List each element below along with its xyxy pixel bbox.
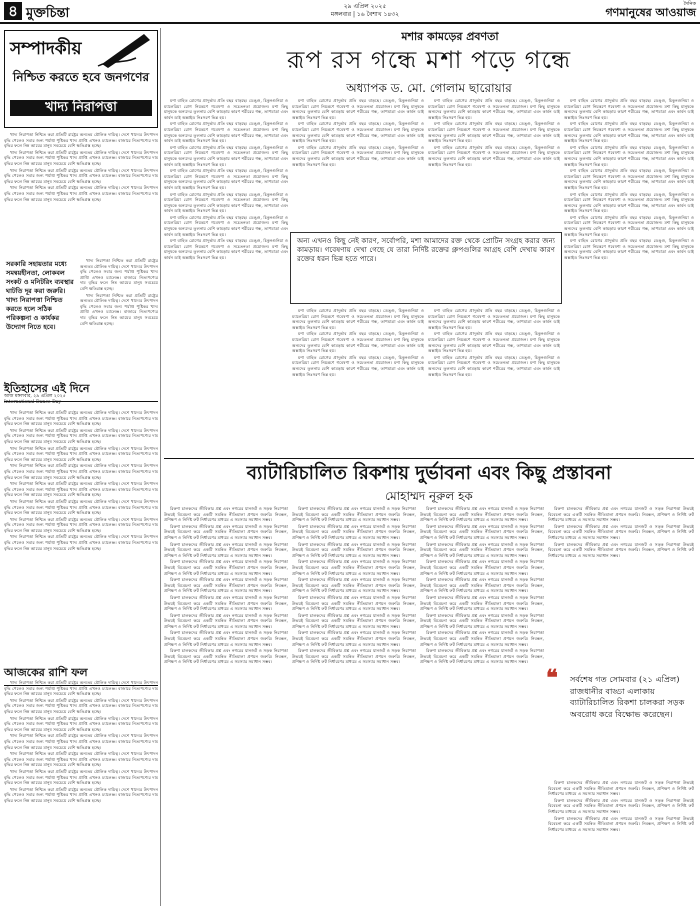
page-number: ৪: [4, 2, 22, 20]
second-story-paragraph: রিকশা চালকদের জীবিকার প্রশ্ন এবং নগরের যানজট ও সড়ক নিরাপত্তা উভয়ই বিবেচনা করে একটি সমন্বিত নীতিমালা প্রণয়ন জরুরি। নিবন্ধন, প্রশিক্ষণ ও নির্দিষ্ট রুট নির্ধারণের মাধ্যমে এ সমস্যার সমাধান সম্ভব।: [548, 523, 694, 540]
main-story-col-1: [164, 98, 288, 454]
history-heading: ইতিহাসের এই দিনে: [4, 380, 158, 402]
main-story-col-2: [292, 98, 424, 228]
second-story-col-1: [164, 506, 288, 906]
main-story-paragraph: মশা বাহিত রোগের প্রাদুর্ভাব প্রতি বছর বাড়ছে। ডেঙ্গু, চিকুনগুনিয়া ও ম্যালেরিয়া রোগ নিয়ন্ত্রণে গবেষণা ও সচেতনতা প্রয়োজন। মশা কিছু মানুষকে অন্যদের তুলনায় বেশি কামড়ায় কারণ শরীরের গন্ধ, তাপমাত্রা এবং কার্বন ডাই অক্সাইড নিঃসরণ ভিন্ন হয়।: [164, 214, 288, 237]
second-story-paragraph: রিকশা চালকদের জীবিকার প্রশ্ন এবং নগরের যানজট ও সড়ক নিরাপত্তা উভয়ই বিবেচনা করে একটি সমন্বিত নীতিমালা প্রণয়ন জরুরি। নিবন্ধন, প্রশিক্ষণ ও নির্দিষ্ট রুট নির্ধারণের মাধ্যমে এ সমস্যার সমাধান সম্ভব।: [548, 815, 694, 832]
main-story-pull-quote: অন্য এখনও কিছু নেই কারণ, সর্বোপরি, মশা আমাদের রক্ত থেকে প্রোটিন সংগ্রহ করার জন্য কামড়ায়। গবেষণায় দেখা গেছে যে তারা নির্দিষ্ট রক্তের গ্রুপগুলির আগ্রহ বেশি দেখায় কারণ রক্তের ধরন ভিন্ন হতে পারে।: [290, 232, 562, 304]
main-story-paragraph: মশা বাহিত রোগের প্রাদুর্ভাব প্রতি বছর বাড়ছে। ডেঙ্গু, চিকুনগুনিয়া ও ম্যালেরিয়া রোগ নিয়ন্ত্রণে গবেষণা ও সচেতনতা প্রয়োজন। মশা কিছু মানুষকে অন্যদের তুলনায় বেশি কামড়ায় কারণ শরীরের গন্ধ, তাপমাত্রা এবং কার্বন ডাই অক্সাইড নিঃসরণ ভিন্ন হয়।: [428, 98, 560, 120]
second-story-paragraph: রিকশা চালকদের জীবিকার প্রশ্ন এবং নগরের যানজট ও সড়ক নিরাপত্তা উভয়ই বিবেচনা করে একটি সমন্বিত নীতিমালা প্রণয়ন জরুরি। নিবন্ধন, প্রশিক্ষণ ও নির্দিষ্ট রুট নির্ধারণের মাধ্যমে এ সমস্যার সমাধান সম্ভব।: [292, 577, 416, 594]
second-story-paragraph: রিকশা চালকদের জীবিকার প্রশ্ন এবং নগরের যানজট ও সড়ক নিরাপত্তা উভয়ই বিবেচনা করে একটি সমন্বিত নীতিমালা প্রণয়ন জরুরি। নিবন্ধন, প্রশিক্ষণ ও নির্দিষ্ট রুট নির্ধারণের মাধ্যমে এ সমস্যার সমাধান সম্ভব।: [292, 648, 416, 665]
history-entry: খাদ্য নিরাপত্তা নিশ্চিত করা প্রতিটি রাষ্ট্রের অন্যতম মৌলিক দায়িত্ব। দেশে খাদ্যের উৎপাদন বৃদ্ধি পেলেও সবার জন্য পর্যাপ্ত পুষ্টিকর খাদ্য প্রাপ্তি এখনও চ্যালেঞ্জ। বাজারে নিত্যপণ্যের দাম বৃদ্ধির ফলে নিম্ন আয়ের মানুষ সবচেয়ে বেশি ক্ষতিগ্রস্ত হচ্ছে।: [4, 427, 158, 444]
main-story-paragraph: মশা বাহিত রোগের প্রাদুর্ভাব প্রতি বছর বাড়ছে। ডেঙ্গু, চিকুনগুনিয়া ও ম্যালেরিয়া রোগ নিয়ন্ত্রণে গবেষণা ও সচেতনতা প্রয়োজন। মশা কিছু মানুষকে অন্যদের তুলনায় বেশি কামড়ায় কারণ শরীরের গন্ধ, তাপমাত্রা এবং কার্বন ডাই অক্সাইড নিঃসরণ ভিন্ন হয়।: [164, 168, 288, 190]
main-story-kicker: মশার কামড়ের প্রবণতা: [401, 30, 499, 43]
main-story-paragraph: মশা বাহিত রোগের প্রাদুর্ভাব প্রতি বছর বাড়ছে। ডেঙ্গু, চিকুনগুনিয়া ও ম্যালেরিয়া রোগ নিয়ন্ত্রণে গবেষণা ও সচেতনতা প্রয়োজন। মশা কিছু মানুষকে অন্যদের তুলনায় বেশি কামড়ায় কারণ শরীরের গন্ধ, তাপমাত্রা এবং কার্বন ডাই অক্সাইড নিঃসরণ ভিন্ন হয়।: [564, 121, 694, 144]
history-entry: খাদ্য নিরাপত্তা নিশ্চিত করা প্রতিটি রাষ্ট্রের অন্যতম মৌলিক দায়িত্ব। দেশে খাদ্যের উৎপাদন বৃদ্ধি পেলেও সবার জন্য পর্যাপ্ত পুষ্টিকর খাদ্য প্রাপ্তি এখনও চ্যালেঞ্জ। বাজারে নিত্যপণ্যের দাম বৃদ্ধির ফলে নিম্ন আয়ের মানুষ সবচেয়ে বেশি ক্ষতিগ্রস্ত হচ্ছে।: [4, 463, 158, 480]
second-story-paragraph: রিকশা চালকদের জীবিকার প্রশ্ন এবং নগরের যানজট ও সড়ক নিরাপত্তা উভয়ই বিবেচনা করে একটি সমন্বিত নীতিমালা প্রণয়ন জরুরি। নিবন্ধন, প্রশিক্ষণ ও নির্দিষ্ট রুট নির্ধারণের মাধ্যমে এ সমস্যার সমাধান সম্ভব।: [164, 612, 288, 629]
date-line-1: ২৯ এপ্রিল ২০২৫: [343, 3, 387, 10]
horoscope-entry: খাদ্য নিরাপত্তা নিশ্চিত করা প্রতিটি রাষ্ট্রের অন্যতম মৌলিক দায়িত্ব। দেশে খাদ্যের উৎপাদন বৃদ্ধি পেলেও সবার জন্য পর্যাপ্ত পুষ্টিকর খাদ্য প্রাপ্তি এখনও চ্যালেঞ্জ। বাজারে নিত্যপণ্যের দাম বৃদ্ধির ফলে নিম্ন আয়ের মানুষ সবচেয়ে বেশি ক্ষতিগ্রস্ত হচ্ছে।: [4, 715, 158, 732]
second-story-paragraph: রিকশা চালকদের জীবিকার প্রশ্ন এবং নগরের যানজট ও সড়ক নিরাপত্তা উভয়ই বিবেচনা করে একটি সমন্বিত নীতিমালা প্রণয়ন জরুরি। নিবন্ধন, প্রশিক্ষণ ও নির্দিষ্ট রুট নির্ধারণের মাধ্যমে এ সমস্যার সমাধান সম্ভব।: [420, 648, 544, 665]
history-entry: খাদ্য নিরাপত্তা নিশ্চিত করা প্রতিটি রাষ্ট্রের অন্যতম মৌলিক দায়িত্ব। দেশে খাদ্যের উৎপাদন বৃদ্ধি পেলেও সবার জন্য পর্যাপ্ত পুষ্টিকর খাদ্য প্রাপ্তি এখনও চ্যালেঞ্জ। বাজারে নিত্যপণ্যের দাম বৃদ্ধির ফলে নিম্ন আয়ের মানুষ সবচেয়ে বেশি ক্ষতিগ্রস্ত হচ্ছে।: [4, 498, 158, 516]
editorial-paragraph: খাদ্য নিরাপত্তা নিশ্চিত করা প্রতিটি রাষ্ট্রের অন্যতম মৌলিক দায়িত্ব। দেশে খাদ্যের উৎপাদন বৃদ্ধি পেলেও সবার জন্য পর্যাপ্ত পুষ্টিকর খাদ্য প্রাপ্তি এখনও চ্যালেঞ্জ। বাজারে নিত্যপণ্যের দাম বৃদ্ধির ফলে নিম্ন আয়ের মানুষ সবচেয়ে বেশি ক্ষতিগ্রস্ত হচ্ছে।: [80, 258, 158, 291]
main-story-paragraph: মশা বাহিত রোগের প্রাদুর্ভাব প্রতি বছর বাড়ছে। ডেঙ্গু, চিকুনগুনিয়া ও ম্যালেরিয়া রোগ নিয়ন্ত্রণে গবেষণা ও সচেতনতা প্রয়োজন। মশা কিছু মানুষকে অন্যদের তুলনায় বেশি কামড়ায় কারণ শরীরের গন্ধ, তাপমাত্রা এবং কার্বন ডাই অক্সাইড নিঃসরণ ভিন্ন হয়।: [164, 98, 288, 120]
second-story-paragraph: রিকশা চালকদের জীবিকার প্রশ্ন এবং নগরের যানজট ও সড়ক নিরাপত্তা উভয়ই বিবেচনা করে একটি সমন্বিত নীতিমালা প্রণয়ন জরুরি। নিবন্ধন, প্রশিক্ষণ ও নির্দিষ্ট রুট নির্ধারণের মাধ্যমে এ সমস্যার সমাধান সম্ভব।: [548, 541, 694, 558]
history-subheading: [4, 394, 158, 406]
main-story-paragraph: মশা বাহিত রোগের প্রাদুর্ভাব প্রতি বছর বাড়ছে। ডেঙ্গু, চিকুনগুনিয়া ও ম্যালেরিয়া রোগ নিয়ন্ত্রণে গবেষণা ও সচেতনতা প্রয়োজন। মশা কিছু মানুষকে অন্যদের তুলনায় বেশি কামড়ায় কারণ শরীরের গন্ধ, তাপমাত্রা এবং কার্বন ডাই অক্সাইড নিঃসরণ ভিন্ন হয়।: [292, 331, 424, 354]
main-story-paragraph: মশা বাহিত রোগের প্রাদুর্ভাব প্রতি বছর বাড়ছে। ডেঙ্গু, চিকুনগুনিয়া ও ম্যালেরিয়া রোগ নিয়ন্ত্রণে গবেষণা ও সচেতনতা প্রয়োজন। মশা কিছু মানুষকে অন্যদের তুলনায় বেশি কামড়ায় কারণ শরীরের গন্ধ, তাপমাত্রা এবং কার্বন ডাই অক্সাইড নিঃসরণ ভিন্ন হয়।: [564, 238, 694, 261]
second-story-paragraph: রিকশা চালকদের জীবিকার প্রশ্ন এবং নগরের যানজট ও সড়ক নিরাপত্তা উভয়ই বিবেচনা করে একটি সমন্বিত নীতিমালা প্রণয়ন জরুরি। নিবন্ধন, প্রশিক্ষণ ও নির্দিষ্ট রুট নির্ধারণের মাধ্যমে এ সমস্যার সমাধান সম্ভব।: [292, 559, 416, 576]
second-story-paragraph: রিকশা চালকদের জীবিকার প্রশ্ন এবং নগরের যানজট ও সড়ক নিরাপত্তা উভয়ই বিবেচনা করে একটি সমন্বিত নীতিমালা প্রণয়ন জরুরি। নিবন্ধন, প্রশিক্ষণ ও নির্দিষ্ট রুট নির্ধারণের মাধ্যমে এ সমস্যার সমাধান সম্ভব।: [292, 506, 416, 523]
editorial-paragraph: খাদ্য নিরাপত্তা নিশ্চিত করা প্রতিটি রাষ্ট্রের অন্যতম মৌলিক দায়িত্ব। দেশে খাদ্যের উৎপাদন বৃদ্ধি পেলেও সবার জন্য পর্যাপ্ত পুষ্টিকর খাদ্য প্রাপ্তি এখনও চ্যালেঞ্জ। বাজারে নিত্যপণ্যের দাম বৃদ্ধির ফলে নিম্ন আয়ের মানুষ সবচেয়ে বেশি ক্ষতিগ্রস্ত হচ্ছে।: [80, 292, 158, 326]
second-story-paragraph: রিকশা চালকদের জীবিকার প্রশ্ন এবং নগরের যানজট ও সড়ক নিরাপত্তা উভয়ই বিবেচনা করে একটি সমন্বিত নীতিমালা প্রণয়ন জরুরি। নিবন্ধন, প্রশিক্ষণ ও নির্দিষ্ট রুট নির্ধারণের মাধ্যমে এ সমস্যার সমাধান সম্ভব।: [292, 523, 416, 540]
main-story-paragraph: মশা বাহিত রোগের প্রাদুর্ভাব প্রতি বছর বাড়ছে। ডেঙ্গু, চিকুনগুনিয়া ও ম্যালেরিয়া রোগ নিয়ন্ত্রণে গবেষণা ও সচেতনতা প্রয়োজন। মশা কিছু মানুষকে অন্যদের তুলনায় বেশি কামড়ায় কারণ শরীরের গন্ধ, তাপমাত্রা এবং কার্বন ডাই অক্সাইড নিঃসরণ ভিন্ন হয়।: [564, 98, 694, 120]
horoscope-entry: খাদ্য নিরাপত্তা নিশ্চিত করা প্রতিটি রাষ্ট্রের অন্যতম মৌলিক দায়িত্ব। দেশে খাদ্যের উৎপাদন বৃদ্ধি পেলেও সবার জন্য পর্যাপ্ত পুষ্টিকর খাদ্য প্রাপ্তি এখনও চ্যালেঞ্জ। বাজারে নিত্যপণ্যের দাম বৃদ্ধির ফলে নিম্ন আয়ের মানুষ সবচেয়ে বেশি ক্ষতিগ্রস্ত হচ্ছে।: [4, 768, 158, 786]
second-story-col-2: [292, 506, 416, 906]
second-story-paragraph: রিকশা চালকদের জীবিকার প্রশ্ন এবং নগরের যানজট ও সড়ক নিরাপত্তা উভয়ই বিবেচনা করে একটি সমন্বিত নীতিমালা প্রণয়ন জরুরি। নিবন্ধন, প্রশিক্ষণ ও নির্দিষ্ট রুট নির্ধারণের মাধ্যমে এ সমস্যার সমাধান সম্ভব।: [292, 541, 416, 558]
main-story-paragraph: মশা বাহিত রোগের প্রাদুর্ভাব প্রতি বছর বাড়ছে। ডেঙ্গু, চিকুনগুনিয়া ও ম্যালেরিয়া রোগ নিয়ন্ত্রণে গবেষণা ও সচেতনতা প্রয়োজন। মশা কিছু মানুষকে অন্যদের তুলনায় বেশি কামড়ায় কারণ শরীরের গন্ধ, তাপমাত্রা এবং কার্বন ডাই অক্সাইড নিঃসরণ ভিন্ন হয়।: [428, 308, 560, 330]
editorial-body: [4, 132, 158, 256]
second-story-paragraph: রিকশা চালকদের জীবিকার প্রশ্ন এবং নগরের যানজট ও সড়ক নিরাপত্তা উভয়ই বিবেচনা করে একটি সমন্বিত নীতিমালা প্রণয়ন জরুরি। নিবন্ধন, প্রশিক্ষণ ও নির্দিষ্ট রুট নির্ধারণের মাধ্যমে এ সমস্যার সমাধান সম্ভব।: [548, 780, 694, 797]
second-story-title: ব্যাটারিচালিত রিকশায় দুর্ভাবনা এবং কিছু প্রস্তাবনা: [246, 463, 612, 484]
masthead-prefix: দৈনিক: [683, 1, 696, 7]
main-story-paragraph: মশা বাহিত রোগের প্রাদুর্ভাব প্রতি বছর বাড়ছে। ডেঙ্গু, চিকুনগুনিয়া ও ম্যালেরিয়া রোগ নিয়ন্ত্রণে গবেষণা ও সচেতনতা প্রয়োজন। মশা কিছু মানুষকে অন্যদের তুলনায় বেশি কামড়ায় কারণ শরীরের গন্ধ, তাপমাত্রা এবং কার্বন ডাই অক্সাইড নিঃসরণ ভিন্ন হয়।: [164, 238, 288, 261]
history-entry: খাদ্য নিরাপত্তা নিশ্চিত করা প্রতিটি রাষ্ট্রের অন্যতম মৌলিক দায়িত্ব। দেশে খাদ্যের উৎপাদন বৃদ্ধি পেলেও সবার জন্য পর্যাপ্ত পুষ্টিকর খাদ্য প্রাপ্তি এখনও চ্যালেঞ্জ। বাজারে নিত্যপণ্যের দাম বৃদ্ধির ফলে নিম্ন আয়ের মানুষ সবচেয়ে বেশি ক্ষতিগ্রস্ত হচ্ছে।: [4, 516, 158, 533]
editorial-paragraph: খাদ্য নিরাপত্তা নিশ্চিত করা প্রতিটি রাষ্ট্রের অন্যতম মৌলিক দায়িত্ব। দেশে খাদ্যের উৎপাদন বৃদ্ধি পেলেও সবার জন্য পর্যাপ্ত পুষ্টিকর খাদ্য প্রাপ্তি এখনও চ্যালেঞ্জ। বাজারে নিত্যপণ্যের দাম বৃদ্ধির ফলে নিম্ন আয়ের মানুষ সবচেয়ে বেশি ক্ষতিগ্রস্ত হচ্ছে।: [4, 149, 158, 166]
second-story-paragraph: রিকশা চালকদের জীবিকার প্রশ্ন এবং নগরের যানজট ও সড়ক নিরাপত্তা উভয়ই বিবেচনা করে একটি সমন্বিত নীতিমালা প্রণয়ন জরুরি। নিবন্ধন, প্রশিক্ষণ ও নির্দিষ্ট রুট নির্ধারণের মাধ্যমে এ সমস্যার সমাধান সম্ভব।: [420, 630, 544, 647]
second-story-col-4: [548, 506, 694, 662]
editorial-paragraph: খাদ্য নিরাপত্তা নিশ্চিত করা প্রতিটি রাষ্ট্রের অন্যতম মৌলিক দায়িত্ব। দেশে খাদ্যের উৎপাদন বৃদ্ধি পেলেও সবার জন্য পর্যাপ্ত পুষ্টিকর খাদ্য প্রাপ্তি এখনও চ্যালেঞ্জ। বাজারে নিত্যপণ্যের দাম বৃদ্ধির ফলে নিম্ন আয়ের মানুষ সবচেয়ে বেশি ক্ষতিগ্রস্ত হচ্ছে।: [4, 132, 158, 149]
second-story-paragraph: রিকশা চালকদের জীবিকার প্রশ্ন এবং নগরের যানজট ও সড়ক নিরাপত্তা উভয়ই বিবেচনা করে একটি সমন্বিত নীতিমালা প্রণয়ন জরুরি। নিবন্ধন, প্রশিক্ষণ ও নির্দিষ্ট রুট নির্ধারণের মাধ্যমে এ সমস্যার সমাধান সম্ভব।: [164, 541, 288, 558]
horoscope-entry: খাদ্য নিরাপত্তা নিশ্চিত করা প্রতিটি রাষ্ট্রের অন্যতম মৌলিক দায়িত্ব। দেশে খাদ্যের উৎপাদন বৃদ্ধি পেলেও সবার জন্য পর্যাপ্ত পুষ্টিকর খাদ্য প্রাপ্তি এখনও চ্যালেঞ্জ। বাজারে নিত্যপণ্যের দাম বৃদ্ধির ফলে নিম্ন আয়ের মানুষ সবচেয়ে বেশি ক্ষতিগ্রস্ত হচ্ছে।: [4, 697, 158, 714]
main-story-paragraph: মশা বাহিত রোগের প্রাদুর্ভাব প্রতি বছর বাড়ছে। ডেঙ্গু, চিকুনগুনিয়া ও ম্যালেরিয়া রোগ নিয়ন্ত্রণে গবেষণা ও সচেতনতা প্রয়োজন। মশা কিছু মানুষকে অন্যদের তুলনায় বেশি কামড়ায় কারণ শরীরের গন্ধ, তাপমাত্রা এবং কার্বন ডাই অক্সাইড নিঃসরণ ভিন্ন হয়।: [428, 331, 560, 354]
masthead: [540, 1, 696, 19]
story-divider: [164, 458, 694, 459]
main-story-paragraph: মশা বাহিত রোগের প্রাদুর্ভাব প্রতি বছর বাড়ছে। ডেঙ্গু, চিকুনগুনিয়া ও ম্যালেরিয়া রোগ নিয়ন্ত্রণে গবেষণা ও সচেতনতা প্রয়োজন। মশা কিছু মানুষকে অন্যদের তুলনায় বেশি কামড়ায় কারণ শরীরের গন্ধ, তাপমাত্রা এবং কার্বন ডাই অক্সাইড নিঃসরণ ভিন্ন হয়।: [164, 121, 288, 144]
quote-mark-icon: ❝: [546, 665, 558, 691]
second-story-paragraph: রিকশা চালকদের জীবিকার প্রশ্ন এবং নগরের যানজট ও সড়ক নিরাপত্তা উভয়ই বিবেচনা করে একটি সমন্বিত নীতিমালা প্রণয়ন জরুরি। নিবন্ধন, প্রশিক্ষণ ও নির্দিষ্ট রুট নির্ধারণের মাধ্যমে এ সমস্যার সমাধান সম্ভব।: [548, 506, 694, 523]
main-story-paragraph: মশা বাহিত রোগের প্রাদুর্ভাব প্রতি বছর বাড়ছে। ডেঙ্গু, চিকুনগুনিয়া ও ম্যালেরিয়া রোগ নিয়ন্ত্রণে গবেষণা ও সচেতনতা প্রয়োজন। মশা কিছু মানুষকে অন্যদের তুলনায় বেশি কামড়ায় কারণ শরীরের গন্ধ, তাপমাত্রা এবং কার্বন ডাই অক্সাইড নিঃসরণ ভিন্ন হয়।: [564, 144, 694, 167]
column-divider: [160, 28, 161, 906]
horoscope-heading: আজকের রাশি ফল: [4, 664, 158, 686]
fountain-pen-icon: [92, 30, 154, 68]
main-story-paragraph: মশা বাহিত রোগের প্রাদুর্ভাব প্রতি বছর বাড়ছে। ডেঙ্গু, চিকুনগুনিয়া ও ম্যালেরিয়া রোগ নিয়ন্ত্রণে গবেষণা ও সচেতনতা প্রয়োজন। মশা কিছু মানুষকে অন্যদের তুলনায় বেশি কামড়ায় কারণ শরীরের গন্ধ, তাপমাত্রা এবং কার্বন ডাই অক্সাইড নিঃসরণ ভিন্ন হয়।: [428, 121, 560, 144]
second-story-paragraph: রিকশা চালকদের জীবিকার প্রশ্ন এবং নগরের যানজট ও সড়ক নিরাপত্তা উভয়ই বিবেচনা করে একটি সমন্বিত নীতিমালা প্রণয়ন জরুরি। নিবন্ধন, প্রশিক্ষণ ও নির্দিষ্ট রুট নির্ধারণের মাধ্যমে এ সমস্যার সমাধান সম্ভব।: [420, 523, 544, 540]
horoscope-list: [4, 680, 158, 906]
history-list: [4, 410, 158, 660]
main-story-paragraph: মশা বাহিত রোগের প্রাদুর্ভাব প্রতি বছর বাড়ছে। ডেঙ্গু, চিকুনগুনিয়া ও ম্যালেরিয়া রোগ নিয়ন্ত্রণে গবেষণা ও সচেতনতা প্রয়োজন। মশা কিছু মানুষকে অন্যদের তুলনায় বেশি কামড়ায় কারণ শরীরের গন্ধ, তাপমাত্রা এবং কার্বন ডাই অক্সাইড নিঃসরণ ভিন্ন হয়।: [164, 144, 288, 167]
second-story-author: মোহাম্মদ নূরুল হক: [385, 489, 473, 503]
main-story-paragraph: মশা বাহিত রোগের প্রাদুর্ভাব প্রতি বছর বাড়ছে। ডেঙ্গু, চিকুনগুনিয়া ও ম্যালেরিয়া রোগ নিয়ন্ত্রণে গবেষণা ও সচেতনতা প্রয়োজন। মশা কিছু মানুষকে অন্যদের তুলনায় বেশি কামড়ায় কারণ শরীরের গন্ধ, তাপমাত্রা এবং কার্বন ডাই অক্সাইড নিঃসরণ ভিন্ন হয়।: [292, 354, 424, 377]
second-story-col-3: [420, 506, 544, 906]
second-story-paragraph: রিকশা চালকদের জীবিকার প্রশ্ন এবং নগরের যানজট ও সড়ক নিরাপত্তা উভয়ই বিবেচনা করে একটি সমন্বিত নীতিমালা প্রণয়ন জরুরি। নিবন্ধন, প্রশিক্ষণ ও নির্দিষ্ট রুট নির্ধারণের মাধ্যমে এ সমস্যার সমাধান সম্ভব।: [420, 612, 544, 629]
editorial-paragraph: খাদ্য নিরাপত্তা নিশ্চিত করা প্রতিটি রাষ্ট্রের অন্যতম মৌলিক দায়িত্ব। দেশে খাদ্যের উৎপাদন বৃদ্ধি পেলেও সবার জন্য পর্যাপ্ত পুষ্টিকর খাদ্য প্রাপ্তি এখনও চ্যালেঞ্জ। বাজারে নিত্যপণ্যের দাম বৃদ্ধির ফলে নিম্ন আয়ের মানুষ সবচেয়ে বেশি ক্ষতিগ্রস্ত হচ্ছে।: [4, 185, 158, 202]
editorial-label: সম্পাদকীয়: [10, 39, 82, 59]
date-line-2: মঙ্গলবার | ১৬ বৈশাখ ১৪৩২: [330, 11, 400, 18]
editorial-body-2: [80, 258, 158, 370]
main-story-paragraph: মশা বাহিত রোগের প্রাদুর্ভাব প্রতি বছর বাড়ছে। ডেঙ্গু, চিকুনগুনিয়া ও ম্যালেরিয়া রোগ নিয়ন্ত্রণে গবেষণা ও সচেতনতা প্রয়োজন। মশা কিছু মানুষকে অন্যদের তুলনায় বেশি কামড়ায় কারণ শরীরের গন্ধ, তাপমাত্রা এবং কার্বন ডাই অক্সাইড নিঃসরণ ভিন্ন হয়।: [564, 168, 694, 190]
second-story-paragraph: রিকশা চালকদের জীবিকার প্রশ্ন এবং নগরের যানজট ও সড়ক নিরাপত্তা উভয়ই বিবেচনা করে একটি সমন্বিত নীতিমালা প্রণয়ন জরুরি। নিবন্ধন, প্রশিক্ষণ ও নির্দিষ্ট রুট নির্ধারণের মাধ্যমে এ সমস্যার সমাধান সম্ভব।: [164, 559, 288, 576]
second-story-paragraph: রিকশা চালকদের জীবিকার প্রশ্ন এবং নগরের যানজট ও সড়ক নিরাপত্তা উভয়ই বিবেচনা করে একটি সমন্বিত নীতিমালা প্রণয়ন জরুরি। নিবন্ধন, প্রশিক্ষণ ও নির্দিষ্ট রুট নির্ধারণের মাধ্যমে এ সমস্যার সমাধান সম্ভব।: [420, 577, 544, 594]
second-story-paragraph: রিকশা চালকদের জীবিকার প্রশ্ন এবং নগরের যানজট ও সড়ক নিরাপত্তা উভয়ই বিবেচনা করে একটি সমন্বিত নীতিমালা প্রণয়ন জরুরি। নিবন্ধন, প্রশিক্ষণ ও নির্দিষ্ট রুট নির্ধারণের মাধ্যমে এ সমস্যার সমাধান সম্ভব।: [420, 506, 544, 523]
main-story-title: রূপ রস গন্ধে মশা পড়ে গন্ধে: [286, 46, 572, 74]
history-entry: খাদ্য নিরাপত্তা নিশ্চিত করা প্রতিটি রাষ্ট্রের অন্যতম মৌলিক দায়িত্ব। দেশে খাদ্যের উৎপাদন বৃদ্ধি পেলেও সবার জন্য পর্যাপ্ত পুষ্টিকর খাদ্য প্রাপ্তি এখনও চ্যালেঞ্জ। বাজারে নিত্যপণ্যের দাম বৃদ্ধির ফলে নিম্ন আয়ের মানুষ সবচেয়ে বেশি ক্ষতিগ্রস্ত হচ্ছে।: [4, 410, 158, 427]
main-story-author: অধ্যাপক ড. মো. গোলাম ছারোয়ার: [346, 81, 512, 95]
main-story-col-2b: [292, 308, 424, 454]
main-story-paragraph: মশা বাহিত রোগের প্রাদুর্ভাব প্রতি বছর বাড়ছে। ডেঙ্গু, চিকুনগুনিয়া ও ম্যালেরিয়া রোগ নিয়ন্ত্রণে গবেষণা ও সচেতনতা প্রয়োজন। মশা কিছু মানুষকে অন্যদের তুলনায় বেশি কামড়ায় কারণ শরীরের গন্ধ, তাপমাত্রা এবং কার্বন ডাই অক্সাইড নিঃসরণ ভিন্ন হয়।: [164, 191, 288, 214]
main-story-col-4: [564, 98, 694, 454]
second-story-paragraph: রিকশা চালকদের জীবিকার প্রশ্ন এবং নগরের যানজট ও সড়ক নিরাপত্তা উভয়ই বিবেচনা করে একটি সমন্বিত নীতিমালা প্রণয়ন জরুরি। নিবন্ধন, প্রশিক্ষণ ও নির্দিষ্ট রুট নির্ধারণের মাধ্যমে এ সমস্যার সমাধান সম্ভব।: [164, 506, 288, 523]
section-name: মুক্তচিন্তা: [26, 6, 70, 21]
history-day-label: International Dance Day: [4, 400, 62, 405]
second-story-col-4b: [548, 780, 694, 906]
main-story-col-3b: [428, 308, 560, 454]
history-date: আজ মঙ্গলবার, ২৯ এপ্রিল ২০২৫: [4, 394, 66, 399]
date-block: [290, 3, 440, 19]
main-story-paragraph: মশা বাহিত রোগের প্রাদুর্ভাব প্রতি বছর বাড়ছে। ডেঙ্গু, চিকুনগুনিয়া ও ম্যালেরিয়া রোগ নিয়ন্ত্রণে গবেষণা ও সচেতনতা প্রয়োজন। মশা কিছু মানুষকে অন্যদের তুলনায় বেশি কামড়ায় কারণ শরীরের গন্ধ, তাপমাত্রা এবং কার্বন ডাই অক্সাইড নিঃসরণ ভিন্ন হয়।: [428, 354, 560, 377]
main-story-paragraph: মশা বাহিত রোগের প্রাদুর্ভাব প্রতি বছর বাড়ছে। ডেঙ্গু, চিকুনগুনিয়া ও ম্যালেরিয়া রোগ নিয়ন্ত্রণে গবেষণা ও সচেতনতা প্রয়োজন। মশা কিছু মানুষকে অন্যদের তুলনায় বেশি কামড়ায় কারণ শরীরের গন্ধ, তাপমাত্রা এবং কার্বন ডাই অক্সাইড নিঃসরণ ভিন্ন হয়।: [292, 144, 424, 167]
second-story-paragraph: রিকশা চালকদের জীবিকার প্রশ্ন এবং নগরের যানজট ও সড়ক নিরাপত্তা উভয়ই বিবেচনা করে একটি সমন্বিত নীতিমালা প্রণয়ন জরুরি। নিবন্ধন, প্রশিক্ষণ ও নির্দিষ্ট রুট নির্ধারণের মাধ্যমে এ সমস্যার সমাধান সম্ভব।: [292, 630, 416, 647]
second-story-paragraph: রিকশা চালকদের জীবিকার প্রশ্ন এবং নগরের যানজট ও সড়ক নিরাপত্তা উভয়ই বিবেচনা করে একটি সমন্বিত নীতিমালা প্রণয়ন জরুরি। নিবন্ধন, প্রশিক্ষণ ও নির্দিষ্ট রুট নির্ধারণের মাধ্যমে এ সমস্যার সমাধান সম্ভব।: [164, 577, 288, 594]
second-story-paragraph: রিকশা চালকদের জীবিকার প্রশ্ন এবং নগরের যানজট ও সড়ক নিরাপত্তা উভয়ই বিবেচনা করে একটি সমন্বিত নীতিমালা প্রণয়ন জরুরি। নিবন্ধন, প্রশিক্ষণ ও নির্দিষ্ট রুট নির্ধারণের মাধ্যমে এ সমস্যার সমাধান সম্ভব।: [164, 594, 288, 612]
second-story-pull-quote: সর্বশেষ গত সোমবার (২১ এপ্রিল) রাজধানীর বাড্ডা এলাকায় ব্যাটারিচালিত রিকশা চালকরা সড়ক অবরোধ করে বিক্ষোভ করেছেন।: [570, 674, 685, 719]
main-story-paragraph: মশা বাহিত রোগের প্রাদুর্ভাব প্রতি বছর বাড়ছে। ডেঙ্গু, চিকুনগুনিয়া ও ম্যালেরিয়া রোগ নিয়ন্ত্রণে গবেষণা ও সচেতনতা প্রয়োজন। মশা কিছু মানুষকে অন্যদের তুলনায় বেশি কামড়ায় কারণ শরীরের গন্ধ, তাপমাত্রা এবং কার্বন ডাই অক্সাইড নিঃসরণ ভিন্ন হয়।: [292, 98, 424, 120]
second-story-paragraph: রিকশা চালকদের জীবিকার প্রশ্ন এবং নগরের যানজট ও সড়ক নিরাপত্তা উভয়ই বিবেচনা করে একটি সমন্বিত নীতিমালা প্রণয়ন জরুরি। নিবন্ধন, প্রশিক্ষণ ও নির্দিষ্ট রুট নির্ধারণের মাধ্যমে এ সমস্যার সমাধান সম্ভব।: [164, 523, 288, 540]
second-story-paragraph: রিকশা চালকদের জীবিকার প্রশ্ন এবং নগরের যানজট ও সড়ক নিরাপত্তা উভয়ই বিবেচনা করে একটি সমন্বিত নীতিমালা প্রণয়ন জরুরি। নিবন্ধন, প্রশিক্ষণ ও নির্দিষ্ট রুট নির্ধারণের মাধ্যমে এ সমস্যার সমাধান সম্ভব।: [420, 594, 544, 612]
masthead-name: গণমানুষের আওয়াজ: [605, 6, 696, 19]
page-header: [0, 0, 700, 24]
horoscope-entry: খাদ্য নিরাপত্তা নিশ্চিত করা প্রতিটি রাষ্ট্রের অন্যতম মৌলিক দায়িত্ব। দেশে খাদ্যের উৎপাদন বৃদ্ধি পেলেও সবার জন্য পর্যাপ্ত পুষ্টিকর খাদ্য প্রাপ্তি এখনও চ্যালেঞ্জ। বাজারে নিত্যপণ্যের দাম বৃদ্ধির ফলে নিম্ন আয়ের মানুষ সবচেয়ে বেশি ক্ষতিগ্রস্ত হচ্ছে।: [4, 751, 158, 768]
history-entry: খাদ্য নিরাপত্তা নিশ্চিত করা প্রতিটি রাষ্ট্রের অন্যতম মৌলিক দায়িত্ব। দেশে খাদ্যের উৎপাদন বৃদ্ধি পেলেও সবার জন্য পর্যাপ্ত পুষ্টিকর খাদ্য প্রাপ্তি এখনও চ্যালেঞ্জ। বাজারে নিত্যপণ্যের দাম বৃদ্ধির ফলে নিম্ন আয়ের মানুষ সবচেয়ে বেশি ক্ষতিগ্রস্ত হচ্ছে।: [4, 481, 158, 498]
editorial-paragraph: খাদ্য নিরাপত্তা নিশ্চিত করা প্রতিটি রাষ্ট্রের অন্যতম মৌলিক দায়িত্ব। দেশে খাদ্যের উৎপাদন বৃদ্ধি পেলেও সবার জন্য পর্যাপ্ত পুষ্টিকর খাদ্য প্রাপ্তি এখনও চ্যালেঞ্জ। বাজারে নিত্যপণ্যের দাম বৃদ্ধির ফলে নিম্ন আয়ের মানুষ সবচেয়ে বেশি ক্ষতিগ্রস্ত হচ্ছে।: [4, 167, 158, 184]
horoscope-entry: খাদ্য নিরাপত্তা নিশ্চিত করা প্রতিটি রাষ্ট্রের অন্যতম মৌলিক দায়িত্ব। দেশে খাদ্যের উৎপাদন বৃদ্ধি পেলেও সবার জন্য পর্যাপ্ত পুষ্টিকর খাদ্য প্রাপ্তি এখনও চ্যালেঞ্জ। বাজারে নিত্যপণ্যের দাম বৃদ্ধির ফলে নিম্ন আয়ের মানুষ সবচেয়ে বেশি ক্ষতিগ্রস্ত হচ্ছে।: [4, 680, 158, 697]
editorial-headline-2: খাদ্য নিরাপত্তা: [10, 100, 152, 116]
main-story-paragraph: মশা বাহিত রোগের প্রাদুর্ভাব প্রতি বছর বাড়ছে। ডেঙ্গু, চিকুনগুনিয়া ও ম্যালেরিয়া রোগ নিয়ন্ত্রণে গবেষণা ও সচেতনতা প্রয়োজন। মশা কিছু মানুষকে অন্যদের তুলনায় বেশি কামড়ায় কারণ শরীরের গন্ধ, তাপমাত্রা এবং কার্বন ডাই অক্সাইড নিঃসরণ ভিন্ন হয়।: [292, 308, 424, 330]
second-story-paragraph: রিকশা চালকদের জীবিকার প্রশ্ন এবং নগরের যানজট ও সড়ক নিরাপত্তা উভয়ই বিবেচনা করে একটি সমন্বিত নীতিমালা প্রণয়ন জরুরি। নিবন্ধন, প্রশিক্ষণ ও নির্দিষ্ট রুট নির্ধারণের মাধ্যমে এ সমস্যার সমাধান সম্ভব।: [292, 594, 416, 612]
main-story-paragraph: মশা বাহিত রোগের প্রাদুর্ভাব প্রতি বছর বাড়ছে। ডেঙ্গু, চিকুনগুনিয়া ও ম্যালেরিয়া রোগ নিয়ন্ত্রণে গবেষণা ও সচেতনতা প্রয়োজন। মশা কিছু মানুষকে অন্যদের তুলনায় বেশি কামড়ায় কারণ শরীরের গন্ধ, তাপমাত্রা এবং কার্বন ডাই অক্সাইড নিঃসরণ ভিন্ন হয়।: [428, 144, 560, 167]
second-story-paragraph: রিকশা চালকদের জীবিকার প্রশ্ন এবং নগরের যানজট ও সড়ক নিরাপত্তা উভয়ই বিবেচনা করে একটি সমন্বিত নীতিমালা প্রণয়ন জরুরি। নিবন্ধন, প্রশিক্ষণ ও নির্দিষ্ট রুট নির্ধারণের মাধ্যমে এ সমস্যার সমাধান সম্ভব।: [420, 559, 544, 576]
horoscope-entry: খাদ্য নিরাপত্তা নিশ্চিত করা প্রতিটি রাষ্ট্রের অন্যতম মৌলিক দায়িত্ব। দেশে খাদ্যের উৎপাদন বৃদ্ধি পেলেও সবার জন্য পর্যাপ্ত পুষ্টিকর খাদ্য প্রাপ্তি এখনও চ্যালেঞ্জ। বাজারে নিত্যপণ্যের দাম বৃদ্ধির ফলে নিম্ন আয়ের মানুষ সবচেয়ে বেশি ক্ষতিগ্রস্ত হচ্ছে।: [4, 733, 158, 750]
history-entry: খাদ্য নিরাপত্তা নিশ্চিত করা প্রতিটি রাষ্ট্রের অন্যতম মৌলিক দায়িত্ব। দেশে খাদ্যের উৎপাদন বৃদ্ধি পেলেও সবার জন্য পর্যাপ্ত পুষ্টিকর খাদ্য প্রাপ্তি এখনও চ্যালেঞ্জ। বাজারে নিত্যপণ্যের দাম বৃদ্ধির ফলে নিম্ন আয়ের মানুষ সবচেয়ে বেশি ক্ষতিগ্রস্ত হচ্ছে।: [4, 445, 158, 462]
second-story-paragraph: রিকশা চালকদের জীবিকার প্রশ্ন এবং নগরের যানজট ও সড়ক নিরাপত্তা উভয়ই বিবেচনা করে একটি সমন্বিত নীতিমালা প্রণয়ন জরুরি। নিবন্ধন, প্রশিক্ষণ ও নির্দিষ্ট রুট নির্ধারণের মাধ্যমে এ সমস্যার সমাধান সম্ভব।: [548, 797, 694, 814]
horoscope-entry: খাদ্য নিরাপত্তা নিশ্চিত করা প্রতিটি রাষ্ট্রের অন্যতম মৌলিক দায়িত্ব। দেশে খাদ্যের উৎপাদন বৃদ্ধি পেলেও সবার জন্য পর্যাপ্ত পুষ্টিকর খাদ্য প্রাপ্তি এখনও চ্যালেঞ্জ। বাজারে নিত্যপণ্যের দাম বৃদ্ধির ফলে নিম্ন আয়ের মানুষ সবচেয়ে বেশি ক্ষতিগ্রস্ত হচ্ছে।: [4, 786, 158, 803]
main-story-col-3: [428, 98, 560, 228]
main-story-paragraph: মশা বাহিত রোগের প্রাদুর্ভাব প্রতি বছর বাড়ছে। ডেঙ্গু, চিকুনগুনিয়া ও ম্যালেরিয়া রোগ নিয়ন্ত্রণে গবেষণা ও সচেতনতা প্রয়োজন। মশা কিছু মানুষকে অন্যদের তুলনায় বেশি কামড়ায় কারণ শরীরের গন্ধ, তাপমাত্রা এবং কার্বন ডাই অক্সাইড নিঃসরণ ভিন্ন হয়।: [292, 121, 424, 144]
history-entry: খাদ্য নিরাপত্তা নিশ্চিত করা প্রতিটি রাষ্ট্রের অন্যতম মৌলিক দায়িত্ব। দেশে খাদ্যের উৎপাদন বৃদ্ধি পেলেও সবার জন্য পর্যাপ্ত পুষ্টিকর খাদ্য প্রাপ্তি এখনও চ্যালেঞ্জ। বাজারে নিত্যপণ্যের দাম বৃদ্ধির ফলে নিম্ন আয়ের মানুষ সবচেয়ে বেশি ক্ষতিগ্রস্ত হচ্ছে।: [4, 534, 158, 551]
second-story-paragraph: রিকশা চালকদের জীবিকার প্রশ্ন এবং নগরের যানজট ও সড়ক নিরাপত্তা উভয়ই বিবেচনা করে একটি সমন্বিত নীতিমালা প্রণয়ন জরুরি। নিবন্ধন, প্রশিক্ষণ ও নির্দিষ্ট রুট নির্ধারণের মাধ্যমে এ সমস্যার সমাধান সম্ভব।: [164, 648, 288, 665]
main-story-paragraph: মশা বাহিত রোগের প্রাদুর্ভাব প্রতি বছর বাড়ছে। ডেঙ্গু, চিকুনগুনিয়া ও ম্যালেরিয়া রোগ নিয়ন্ত্রণে গবেষণা ও সচেতনতা প্রয়োজন। মশা কিছু মানুষকে অন্যদের তুলনায় বেশি কামড়ায় কারণ শরীরের গন্ধ, তাপমাত্রা এবং কার্বন ডাই অক্সাইড নিঃসরণ ভিন্ন হয়।: [564, 191, 694, 214]
second-story-paragraph: রিকশা চালকদের জীবিকার প্রশ্ন এবং নগরের যানজট ও সড়ক নিরাপত্তা উভয়ই বিবেচনা করে একটি সমন্বিত নীতিমালা প্রণয়ন জরুরি। নিবন্ধন, প্রশিক্ষণ ও নির্দিষ্ট রুট নির্ধারণের মাধ্যমে এ সমস্যার সমাধান সম্ভব।: [292, 612, 416, 629]
main-story-paragraph: মশা বাহিত রোগের প্রাদুর্ভাব প্রতি বছর বাড়ছে। ডেঙ্গু, চিকুনগুনিয়া ও ম্যালেরিয়া রোগ নিয়ন্ত্রণে গবেষণা ও সচেতনতা প্রয়োজন। মশা কিছু মানুষকে অন্যদের তুলনায় বেশি কামড়ায় কারণ শরীরের গন্ধ, তাপমাত্রা এবং কার্বন ডাই অক্সাইড নিঃসরণ ভিন্ন হয়।: [564, 214, 694, 237]
second-story-paragraph: রিকশা চালকদের জীবিকার প্রশ্ন এবং নগরের যানজট ও সড়ক নিরাপত্তা উভয়ই বিবেচনা করে একটি সমন্বিত নীতিমালা প্রণয়ন জরুরি। নিবন্ধন, প্রশিক্ষণ ও নির্দিষ্ট রুট নির্ধারণের মাধ্যমে এ সমস্যার সমাধান সম্ভব।: [420, 541, 544, 558]
editorial-headline-1: নিশ্চিত করতে হবে জনগণের: [12, 70, 150, 84]
second-story-paragraph: রিকশা চালকদের জীবিকার প্রশ্ন এবং নগরের যানজট ও সড়ক নিরাপত্তা উভয়ই বিবেচনা করে একটি সমন্বিত নীতিমালা প্রণয়ন জরুরি। নিবন্ধন, প্রশিক্ষণ ও নির্দিষ্ট রুট নির্ধারণের মাধ্যমে এ সমস্যার সমাধান সম্ভব।: [164, 630, 288, 647]
editorial-sidebar: সরকারি সহায়তার মধ্যে সমন্বয়হীনতা, লোকবল সংকট ও মনিটরিং ব্যবস্থার ঘাটতি দূর করা জরুরি। খাদ্য নিরাপত্তা নিশ্চিত করতে হলে সঠিক পরিকল্পনা ও কার্যকর উদ্যোগ নিতে হবে।: [6, 260, 74, 331]
